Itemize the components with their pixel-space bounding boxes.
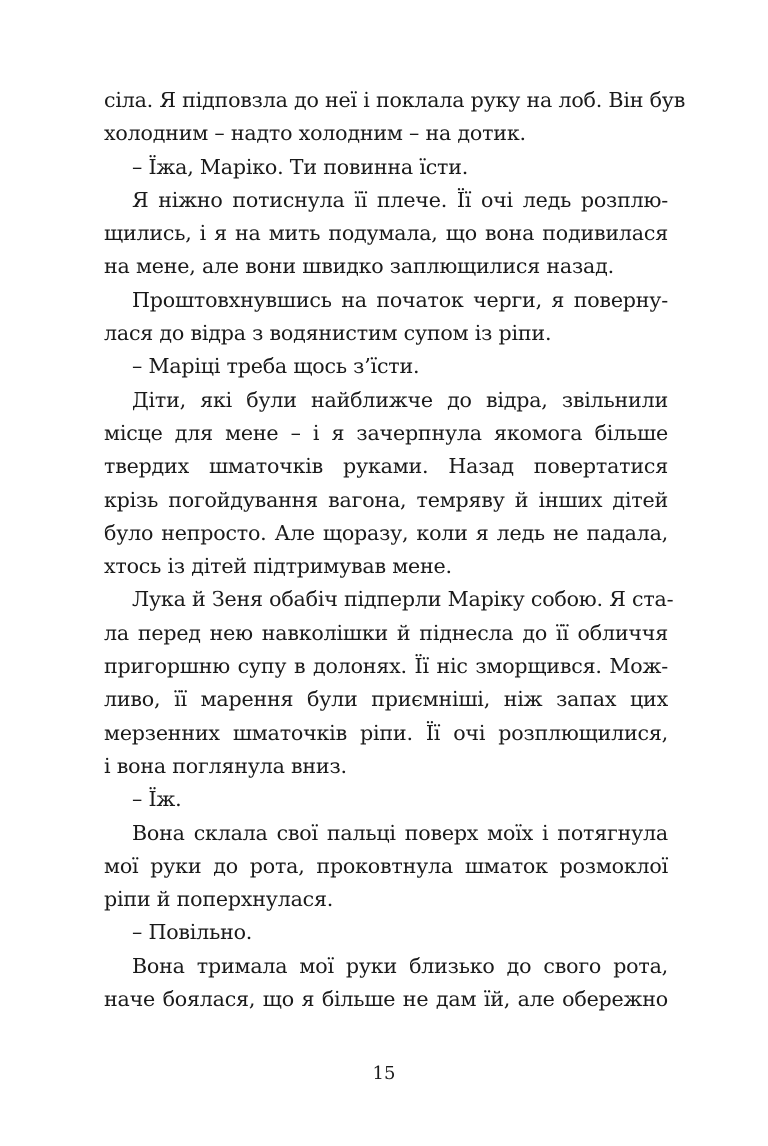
text-line: хтось із дітей підтримував мене. <box>104 554 452 579</box>
text-line: на мене, але вони швидко заплющилися назад. <box>104 254 614 279</box>
text-line: Вона склала свої пальці поверх моїх і потягнула <box>132 820 668 845</box>
text-line: Проштовхнувшись на початок черги, я поверну- <box>132 287 668 312</box>
text-line: Діти, які були найближче до відра, звільнили <box>132 387 668 412</box>
text-line: мерзенних шматочків ріпи. Її очі розплющилися, <box>104 720 668 745</box>
text-line: Вона тримала мої руки близько до свого рота, <box>132 953 668 978</box>
text-line: Я ніжно потиснула її плече. Її очі ледь розплю- <box>132 187 668 212</box>
text-line: Лука й Зеня обабіч підперли Маріку собою. Я ста- <box>132 587 674 612</box>
page-body <box>104 84 686 1016</box>
text-line: твердих шматочків руками. Назад повертатися <box>104 454 668 479</box>
text-line: щились, і я на мить подумала, що вона подивилася <box>104 221 668 246</box>
text-line: – Маріці треба щось з’їсти. <box>132 354 420 379</box>
text-line: сіла. Я підповзла до неї і поклала руку на лоб. Він був <box>104 88 686 112</box>
text-line: ріпи й поперхнулася. <box>104 887 334 912</box>
text-line: холодним – надто холодним – на дотик. <box>104 121 526 146</box>
text-line: – Їжа, Маріко. Ти повинна їсти. <box>132 154 469 179</box>
text-line: наче боялася, що я більше не дам їй, але обережно <box>104 987 668 1012</box>
text-line: мої руки до рота, проковтнула шматок розмоклої <box>104 853 668 878</box>
text-line: – Повільно. <box>132 920 253 945</box>
text-line: було непросто. Але щоразу, коли я ледь не падала, <box>104 520 668 545</box>
text-line: лася до відра з водянистим супом із ріпи. <box>104 321 552 346</box>
text-line: – Їж. <box>132 787 182 812</box>
text-line: пригоршню супу в долонях. Її ніс зморщився. Мож- <box>104 654 668 679</box>
text-line: крізь погойдування вагона, темряву й інших дітей <box>104 487 668 512</box>
page-number: 15 <box>372 1063 396 1084</box>
text-line: ла перед нею навколішки й піднесла до її обличчя <box>104 620 668 645</box>
text-line: і вона поглянула вниз. <box>104 753 347 778</box>
text-line: місце для мене – і я зачерпнула якомога більше <box>104 420 668 445</box>
text-line: ливо, її марення були приємніші, ніж запах цих <box>104 687 668 712</box>
